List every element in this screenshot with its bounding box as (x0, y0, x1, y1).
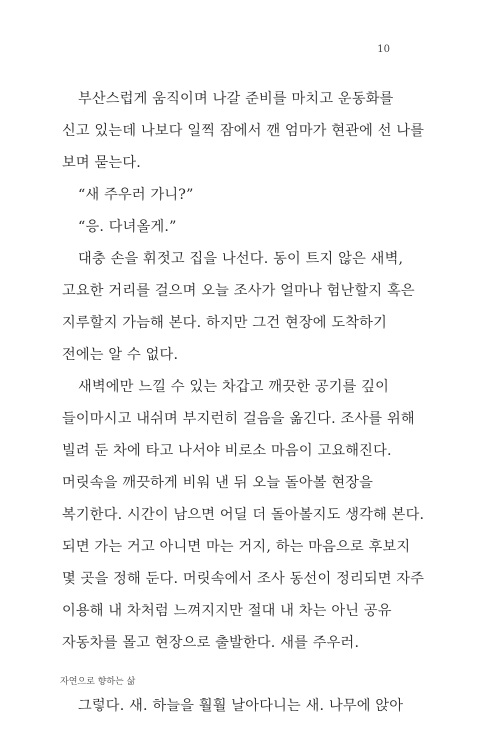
text-line: 고요한 거리를 걸으며 오늘 조사가 얼마나 험난할지 혹은 (62, 283, 415, 299)
text-line: 자동차를 몰고 현장으로 출발한다. 새를 주우러. (62, 635, 360, 651)
text-line: 몇 곳을 정해 둔다. 머릿속에서 조사 동선이 정리되면 자주 (62, 571, 425, 587)
text-line: 부산스럽게 움직이며 나갈 준비를 마치고 운동화를 (78, 91, 394, 107)
text-line: 빌려 둔 차에 타고 나서야 비로소 마음이 고요해진다. (62, 443, 392, 459)
text-line: “새 주우러 가니?” (78, 187, 194, 203)
text-line: 복기한다. 시간이 남으면 어딜 더 돌아볼지도 생각해 본다. (62, 507, 425, 523)
text-line: 보며 묻는다. (62, 155, 141, 171)
running-footer: 자연으로 향하는 삶 (60, 677, 136, 687)
text-line: 그렇다. 새. 하늘을 훨훨 날아다니는 새. 나무에 앉아 (78, 698, 404, 714)
text-line: 되면 가는 거고 아니면 마는 거지, 하는 마음으로 후보지 (62, 539, 411, 555)
text-line: 지루할지 가늠해 본다. 하지만 그건 현장에 도착하기 (62, 315, 387, 331)
page-number: 10 (377, 44, 390, 55)
text-line: 신고 있는데 나보다 일찍 잠에서 깬 엄마가 현관에 선 나를 (62, 123, 425, 139)
text-line: 새벽에만 느낄 수 있는 차갑고 깨끗한 공기를 깊이 (78, 379, 390, 395)
text-line: 들이마시고 내쉬며 부지런히 걸음을 옮긴다. 조사를 위해 (62, 411, 415, 427)
text-line: 대충 손을 휘젓고 집을 나선다. 동이 트지 않은 새벽, (78, 251, 404, 267)
text-line: 전에는 알 수 없다. (62, 347, 179, 363)
text-line: 머릿속을 깨끗하게 비워 낸 뒤 오늘 돌아볼 현장을 (62, 475, 374, 491)
text-line: “응. 다녀올게.” (78, 219, 177, 235)
text-line: 이용해 내 차처럼 느껴지지만 절대 내 차는 아닌 공유 (62, 603, 392, 619)
